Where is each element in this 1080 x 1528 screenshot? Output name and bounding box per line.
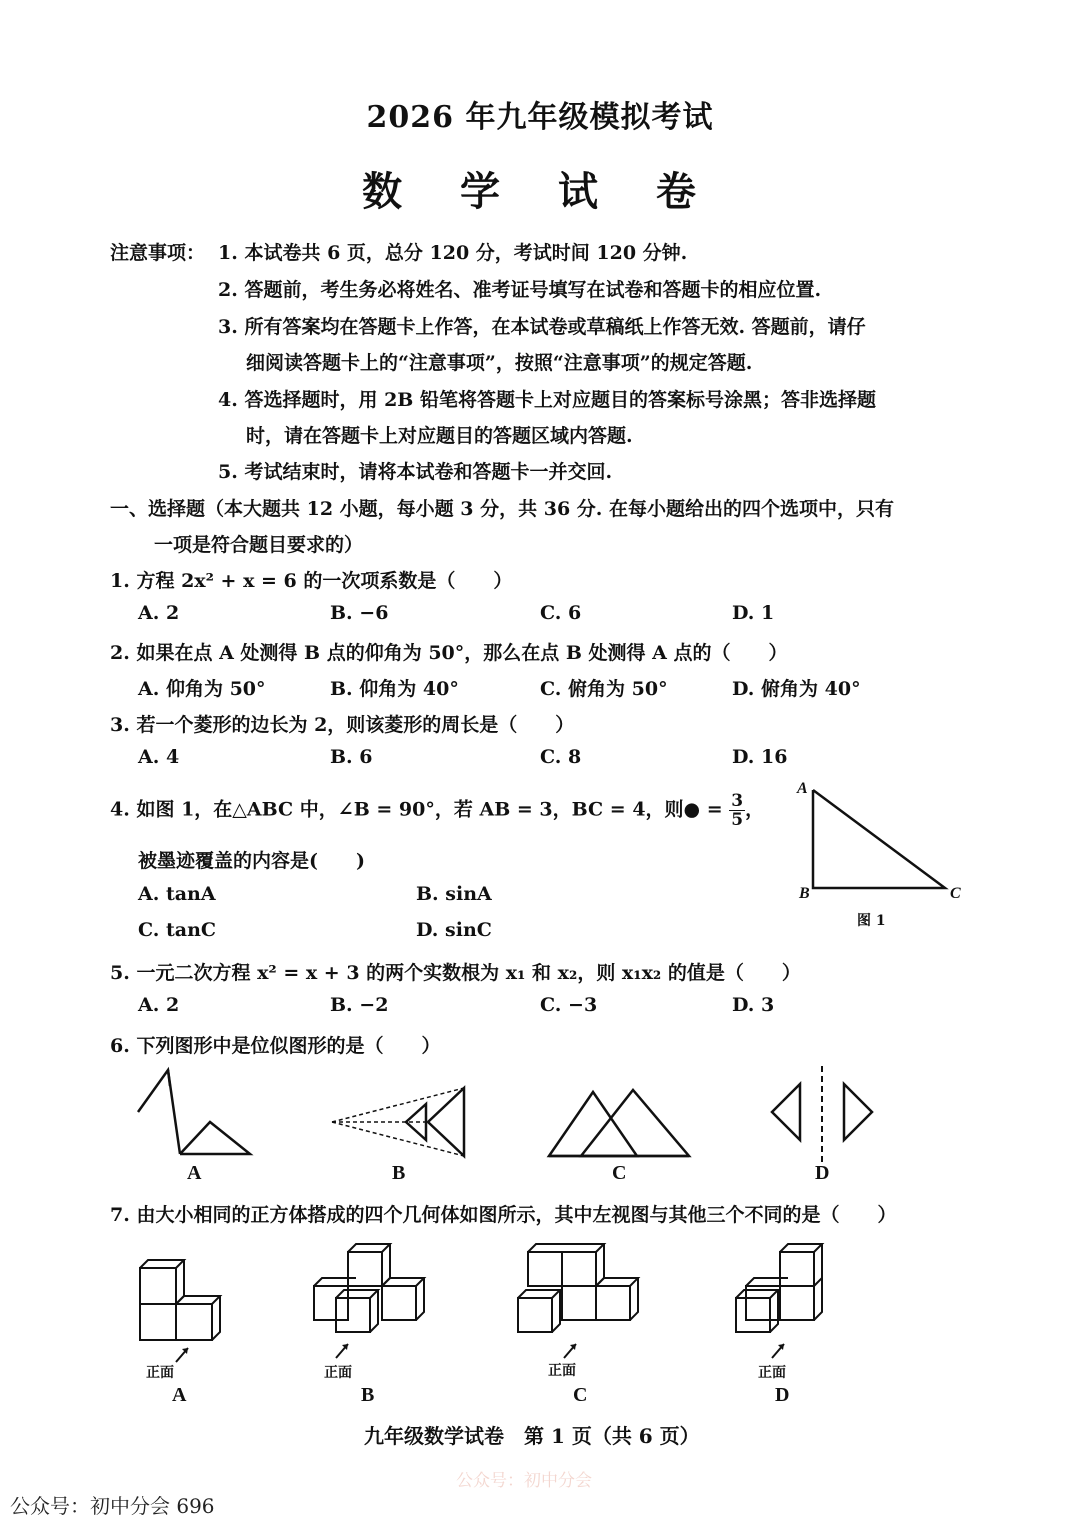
q7-front-label-a: 正面 — [146, 1365, 174, 1381]
q4-stem — [110, 792, 764, 829]
q3-option-b: B. 6 — [330, 746, 373, 768]
q6-figure-c — [545, 1066, 695, 1166]
q1-option-c: C. 6 — [540, 602, 582, 624]
watermark-center: 公众号：初中分会 — [456, 1471, 592, 1491]
q7-front-label-b: 正面 — [324, 1365, 352, 1381]
fig1-caption: 图 1 — [857, 913, 886, 929]
q1-stem: 1. 方程 2x² + x = 6 的一次项系数是（ ） — [110, 570, 513, 592]
q4-option-a: A. tanA — [138, 883, 216, 905]
note-item-2: 2. 答题前，考生务必将姓名、准考证号填写在试卷和答题卡的相应位置. — [218, 279, 822, 301]
q7-stem: 7. 由大小相同的正方体搭成的四个几何体如图所示，其中左视图与其他三个不同的是（ ） — [110, 1204, 897, 1226]
q5-option-a: A. 2 — [138, 994, 180, 1016]
q1-option-d: D. 1 — [732, 602, 775, 624]
note-item-3b: 细阅读答题卡上的“注意事项”，按照“注意事项”的规定答题. — [246, 352, 753, 374]
q4-option-d: D. sinC — [416, 919, 492, 941]
q7-label-a: A — [172, 1384, 187, 1406]
q2-option-d: D. 俯角为 40° — [732, 678, 861, 700]
fig1-label-a: A — [797, 780, 808, 797]
q7-label-b: B — [361, 1384, 375, 1406]
q4-stem2: 被墨迹覆盖的内容是( ) — [138, 850, 365, 872]
note-item-4b: 时，请在答题卡上对应题目的答题区域内答题. — [246, 425, 633, 447]
q2-option-b: B. 仰角为 40° — [330, 678, 459, 700]
note-item-4a: 4. 答选择题时，用 2B 铅笔将答题卡上对应题目的答案标号涂黑；答非选择题 — [218, 389, 876, 411]
q7-front-label-c: 正面 — [548, 1363, 576, 1379]
q6-stem: 6. 下列图形中是位似图形的是（ ） — [110, 1035, 441, 1057]
q6-figure-b — [330, 1066, 480, 1166]
q7-label-c: C — [573, 1384, 588, 1406]
q7-front-label-d: 正面 — [758, 1365, 786, 1381]
q4-option-c: C. tanC — [138, 919, 217, 941]
section-heading-line2: 一项是符合题目要求的） — [154, 534, 364, 556]
q5-option-d: D. 3 — [732, 994, 775, 1016]
fig1-label-c: C — [950, 885, 961, 902]
note-item-5: 5. 考试结束时，请将本试卷和答题卡一并交回. — [218, 461, 613, 483]
q2-stem: 2. 如果在点 A 处测得 B 点的仰角为 50°，那么在点 B 处测得 A 点的（ ） — [110, 642, 788, 664]
q6-label-b: B — [392, 1162, 406, 1184]
q4-stem-text: 4. 如图 1，在△ABC 中，∠B = 90°，若 AB = 3，BC = 4，则● = — [110, 798, 723, 821]
q4-frac-den: 5 — [731, 810, 744, 830]
q7-figure-d — [730, 1236, 850, 1356]
q3-stem: 3. 若一个菱形的边长为 2，则该菱形的周长是（ ） — [110, 714, 575, 736]
q7-figure-c — [512, 1236, 652, 1356]
q6-label-a: A — [187, 1162, 202, 1184]
section-heading-line1: 一、选择题（本大题共 12 小题，每小题 3 分，共 36 分. 在每小题给出的四个选项中，只有 — [110, 498, 895, 520]
q2-option-a: A. 仰角为 50° — [138, 678, 266, 700]
exam-title: 2026 年九年级模拟考试 — [366, 100, 714, 135]
q1-option-a: A. 2 — [138, 602, 180, 624]
page-footer: 九年级数学试卷 第 1 页（共 6 页） — [364, 1424, 700, 1448]
q6-figure-d — [760, 1066, 900, 1166]
q3-option-c: C. 8 — [540, 746, 582, 768]
notes-label: 注意事项： — [110, 242, 206, 264]
note-item-3a: 3. 所有答案均在答题卡上作答，在本试卷或草稿纸上作答无效. 答题前，请仔 — [218, 316, 866, 338]
q5-stem: 5. 一元二次方程 x² = x + 3 的两个实数根为 x₁ 和 x₂，则 x₁x₂ 的值是（ ） — [110, 962, 801, 984]
q7-label-d: D — [775, 1384, 790, 1406]
figure-1-triangle — [795, 778, 975, 928]
subject-title: 数 学 试 卷 — [362, 168, 718, 215]
q4-comma: ， — [745, 798, 765, 821]
watermark-corner: 公众号：初中分会 696 — [10, 1494, 215, 1518]
q7-figure-b — [308, 1236, 438, 1356]
q1-option-b: B. −6 — [330, 602, 389, 624]
q5-option-c: C. −3 — [540, 994, 598, 1016]
note-item-1: 1. 本试卷共 6 页，总分 120 分，考试时间 120 分钟. — [218, 242, 688, 264]
q6-label-c: C — [612, 1162, 627, 1184]
q4-fraction — [729, 792, 745, 829]
q4-option-b: B. sinA — [416, 883, 492, 905]
q6-figure-a — [130, 1066, 270, 1166]
q7-figure-a — [130, 1244, 250, 1364]
q3-option-d: D. 16 — [732, 746, 788, 768]
q6-label-d: D — [815, 1162, 830, 1184]
q4-frac-num: 3 — [731, 791, 744, 811]
q2-option-c: C. 俯角为 50° — [540, 678, 668, 700]
fig1-label-b: B — [799, 885, 810, 902]
q3-option-a: A. 4 — [138, 746, 180, 768]
q5-option-b: B. −2 — [330, 994, 389, 1016]
